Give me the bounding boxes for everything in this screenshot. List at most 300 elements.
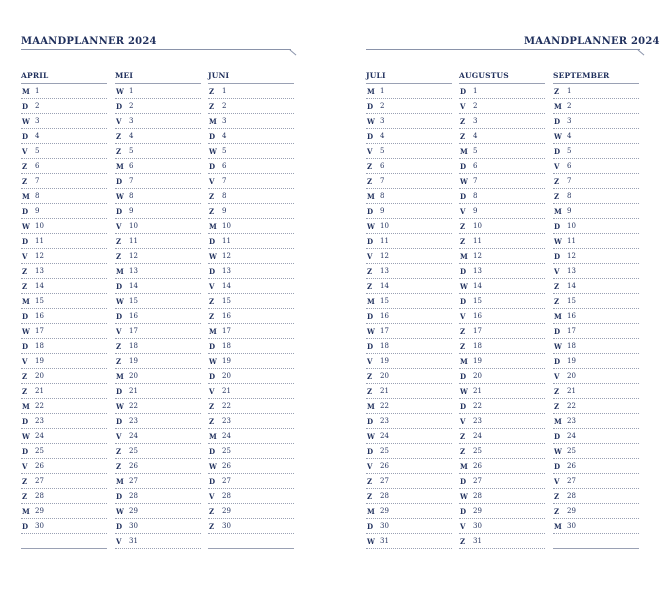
day-row [553,249,639,264]
weekday-letter: Z [116,236,122,246]
day-number: 25 [380,447,389,455]
day-number: 8 [567,192,572,200]
weekday-letter: M [209,326,217,336]
weekday-letter: D [367,101,374,111]
weekday-letter: W [22,326,30,336]
page-title: MAANDPLANNER 2024 [524,36,660,47]
weekday-letter: V [460,521,466,531]
day-number: 18 [380,342,389,350]
weekday-letter: M [367,191,375,201]
day-row [21,429,107,444]
weekday-letter: M [367,506,375,516]
day-row [459,99,545,114]
day-row [21,354,107,369]
day-row [21,504,107,519]
weekday-letter: D [116,101,123,111]
day-number: 24 [567,432,576,440]
day-row [459,459,545,474]
day-row [208,459,294,474]
day-row [115,234,201,249]
day-number: 15 [473,297,482,305]
day-number: 23 [473,417,482,425]
day-row [208,144,294,159]
weekday-letter: Z [209,416,215,426]
day-row [115,534,201,549]
weekday-letter: M [209,221,217,231]
day-row [115,489,201,504]
weekday-letter: W [367,326,375,336]
weekday-letter: V [460,311,466,321]
weekday-letter: M [367,296,375,306]
day-number: 19 [222,357,231,365]
weekday-letter: M [367,86,375,96]
day-number: 2 [129,102,134,110]
weekday-letter: V [554,476,560,486]
weekday-letter: Z [367,266,373,276]
day-row [366,279,452,294]
day-number: 31 [129,537,138,545]
day-row [21,99,107,114]
day-number: 8 [473,192,478,200]
day-number: 13 [473,267,482,275]
day-number: 4 [567,132,572,140]
day-number: 14 [380,282,389,290]
weekday-letter: D [116,416,123,426]
day-row [459,489,545,504]
weekday-letter: Z [22,281,28,291]
day-number: 13 [129,267,138,275]
weekday-letter: W [209,146,217,156]
day-row [21,204,107,219]
weekday-letter: D [367,446,374,456]
day-number: 14 [35,282,44,290]
day-number: 26 [380,462,389,470]
weekday-letter: Z [209,296,215,306]
weekday-letter: D [22,416,29,426]
day-number: 30 [473,522,482,530]
day-number: 1 [129,87,134,95]
weekday-letter: Z [209,506,215,516]
day-number: 18 [567,342,576,350]
day-list [366,83,452,549]
day-number: 29 [567,507,576,515]
weekday-letter: M [22,191,30,201]
day-number: 12 [129,252,138,260]
day-row [459,219,545,234]
day-number: 29 [129,507,138,515]
day-row [459,279,545,294]
day-number: 2 [567,102,572,110]
weekday-letter: D [116,491,123,501]
weekday-letter: Z [460,446,466,456]
weekday-letter: M [554,206,562,216]
weekday-letter: Z [554,86,560,96]
day-number: 19 [35,357,44,365]
weekday-letter: W [22,116,30,126]
day-row [21,339,107,354]
day-number: 22 [380,402,389,410]
day-row [366,99,452,114]
day-row [366,414,452,429]
weekday-letter: W [554,236,562,246]
day-number: 20 [567,372,576,380]
day-row [21,129,107,144]
weekday-letter: W [116,506,124,516]
weekday-letter: Z [209,401,215,411]
day-number: 5 [380,147,385,155]
weekday-letter: D [460,161,467,171]
day-number: 3 [380,117,385,125]
weekday-letter: D [460,371,467,381]
day-row [208,174,294,189]
day-row [208,474,294,489]
weekday-letter: D [367,416,374,426]
day-row [366,84,452,99]
day-number: 30 [35,522,44,530]
day-row [553,234,639,249]
day-number: 23 [35,417,44,425]
weekday-letter: W [22,221,30,231]
day-number: 19 [380,357,389,365]
day-row [208,429,294,444]
day-number: 17 [35,327,44,335]
weekday-letter: D [22,446,29,456]
weekday-letter: D [22,341,29,351]
weekday-letter: D [22,101,29,111]
weekday-letter: V [209,491,215,501]
day-number: 26 [35,462,44,470]
weekday-letter: M [554,416,562,426]
day-row [208,534,294,549]
day-row [553,459,639,474]
month-name: SEPTEMBER [553,71,610,80]
day-number: 29 [473,507,482,515]
weekday-letter: V [22,251,28,261]
weekday-letter: V [116,116,122,126]
day-number: 3 [222,117,227,125]
day-row [459,504,545,519]
day-row [21,369,107,384]
day-row [115,99,201,114]
weekday-letter: D [209,341,216,351]
day-row [21,144,107,159]
day-number: 6 [35,162,40,170]
day-row [115,204,201,219]
day-number: 25 [473,447,482,455]
day-row [115,384,201,399]
day-row [208,99,294,114]
day-number: 6 [129,162,134,170]
day-row [459,354,545,369]
weekday-letter: D [554,431,561,441]
weekday-letter: D [22,311,29,321]
day-number: 11 [129,237,138,245]
day-number: 26 [567,462,576,470]
day-number: 26 [473,462,482,470]
day-number: 4 [473,132,478,140]
day-row [21,444,107,459]
day-number: 2 [222,102,227,110]
day-row [208,129,294,144]
day-row [208,249,294,264]
weekday-letter: W [209,356,217,366]
day-number: 20 [129,372,138,380]
weekday-letter: D [554,326,561,336]
weekday-letter: D [367,311,374,321]
weekday-letter: D [460,476,467,486]
day-number: 7 [473,177,478,185]
day-row [115,144,201,159]
weekday-letter: D [22,206,29,216]
day-row [115,444,201,459]
day-row [366,459,452,474]
day-number: 27 [567,477,576,485]
day-row [115,429,201,444]
weekday-letter: V [116,431,122,441]
day-number: 15 [567,297,576,305]
header-rule [366,49,640,50]
weekday-letter: V [367,146,373,156]
day-number: 10 [473,222,482,230]
weekday-letter: Z [460,536,466,546]
weekday-letter: D [116,521,123,531]
weekday-letter: Z [554,176,560,186]
header-rule [21,49,291,50]
day-number: 9 [129,207,134,215]
day-row [459,189,545,204]
weekday-letter: Z [367,281,373,291]
day-row [208,279,294,294]
weekday-letter: D [367,206,374,216]
weekday-letter: M [554,101,562,111]
day-number: 4 [129,132,134,140]
day-number: 16 [35,312,44,320]
day-row [366,429,452,444]
day-row [21,474,107,489]
day-row [459,249,545,264]
day-number: 27 [222,477,231,485]
day-row [366,174,452,189]
day-row [553,219,639,234]
day-row [115,519,201,534]
day-number: 3 [473,117,478,125]
day-row [115,414,201,429]
weekday-letter: W [116,86,124,96]
weekday-letter: W [460,176,468,186]
weekday-letter: M [22,401,30,411]
day-number: 7 [380,177,385,185]
day-number: 25 [129,447,138,455]
day-row [553,384,639,399]
weekday-letter: Z [22,176,28,186]
day-number: 14 [473,282,482,290]
day-number: 19 [473,357,482,365]
day-number: 29 [222,507,231,515]
day-row [366,129,452,144]
weekday-letter: D [209,446,216,456]
day-number: 17 [567,327,576,335]
day-row [115,279,201,294]
day-number: 30 [129,522,138,530]
day-number: 16 [380,312,389,320]
day-row [115,324,201,339]
day-row [553,534,639,549]
day-number: 6 [222,162,227,170]
day-row [459,339,545,354]
weekday-letter: W [460,386,468,396]
day-row [21,189,107,204]
day-row [208,324,294,339]
day-row [21,219,107,234]
day-number: 4 [35,132,40,140]
weekday-letter: Z [116,446,122,456]
day-row [553,504,639,519]
day-row [208,489,294,504]
weekday-letter: Z [22,161,28,171]
day-row [208,384,294,399]
day-number: 8 [129,192,134,200]
weekday-letter: D [554,146,561,156]
weekday-letter: D [554,116,561,126]
weekday-letter: Z [116,251,122,261]
weekday-letter: W [116,401,124,411]
day-row [459,309,545,324]
month-column [21,69,107,549]
weekday-letter: W [554,341,562,351]
day-row [115,114,201,129]
day-number: 7 [567,177,572,185]
day-row [21,249,107,264]
day-row [21,534,107,549]
day-number: 24 [222,432,231,440]
day-row [459,384,545,399]
day-row [459,444,545,459]
day-row [553,429,639,444]
weekday-letter: D [367,341,374,351]
day-row [553,369,639,384]
day-number: 30 [380,522,389,530]
day-number: 25 [567,447,576,455]
day-row [115,219,201,234]
weekday-letter: M [460,461,468,471]
day-row [115,339,201,354]
weekday-letter: Z [367,386,373,396]
day-row [208,204,294,219]
weekday-letter: D [460,506,467,516]
day-row [553,159,639,174]
weekday-letter: D [554,461,561,471]
weekday-letter: Z [460,236,466,246]
weekday-letter: D [554,221,561,231]
weekday-letter: Z [460,221,466,231]
weekday-letter: V [554,161,560,171]
day-number: 13 [567,267,576,275]
day-row [366,189,452,204]
day-number: 28 [473,492,482,500]
day-row [208,519,294,534]
weekday-letter: D [460,86,467,96]
weekday-letter: Z [116,341,122,351]
day-row [208,294,294,309]
weekday-letter: Z [554,296,560,306]
weekday-letter: V [209,281,215,291]
weekday-letter: D [116,281,123,291]
day-number: 24 [473,432,482,440]
day-number: 5 [567,147,572,155]
month-name: JUNI [208,71,230,80]
day-number: 26 [129,462,138,470]
weekday-letter: D [22,521,29,531]
day-number: 17 [222,327,231,335]
day-row [208,354,294,369]
weekday-letter: Z [554,191,560,201]
day-number: 2 [380,102,385,110]
weekday-letter: Z [460,431,466,441]
weekday-letter: Z [367,176,373,186]
day-row [459,264,545,279]
day-row [115,354,201,369]
weekday-letter: Z [460,326,466,336]
day-number: 21 [129,387,138,395]
day-row [459,84,545,99]
day-number: 12 [35,252,44,260]
weekday-letter: M [554,521,562,531]
weekday-letter: W [367,116,375,126]
weekday-letter: Z [116,356,122,366]
weekday-letter: D [367,236,374,246]
day-row [208,234,294,249]
weekday-letter: Z [554,386,560,396]
weekday-letter: V [367,356,373,366]
day-number: 24 [129,432,138,440]
day-row [459,534,545,549]
day-number: 6 [473,162,478,170]
day-row [553,414,639,429]
weekday-letter: D [367,131,374,141]
day-number: 22 [35,402,44,410]
day-row [366,159,452,174]
day-row [553,279,639,294]
weekday-letter: D [116,206,123,216]
day-number: 17 [473,327,482,335]
day-row [115,459,201,474]
day-number: 17 [380,327,389,335]
day-number: 3 [567,117,572,125]
day-number: 14 [567,282,576,290]
weekday-letter: V [209,386,215,396]
weekday-letter: Z [116,461,122,471]
day-row [459,324,545,339]
weekday-letter: Z [209,206,215,216]
day-row [115,309,201,324]
day-number: 16 [473,312,482,320]
weekday-letter: W [209,251,217,261]
day-number: 28 [380,492,389,500]
month-column [366,69,452,549]
weekday-letter: Z [554,506,560,516]
weekday-letter: D [116,311,123,321]
day-number: 21 [567,387,576,395]
day-row [21,399,107,414]
weekday-letter: Z [209,521,215,531]
day-number: 9 [380,207,385,215]
day-row [208,84,294,99]
day-row [553,99,639,114]
day-number: 2 [473,102,478,110]
weekday-letter: M [460,146,468,156]
day-number: 5 [473,147,478,155]
day-number: 28 [222,492,231,500]
